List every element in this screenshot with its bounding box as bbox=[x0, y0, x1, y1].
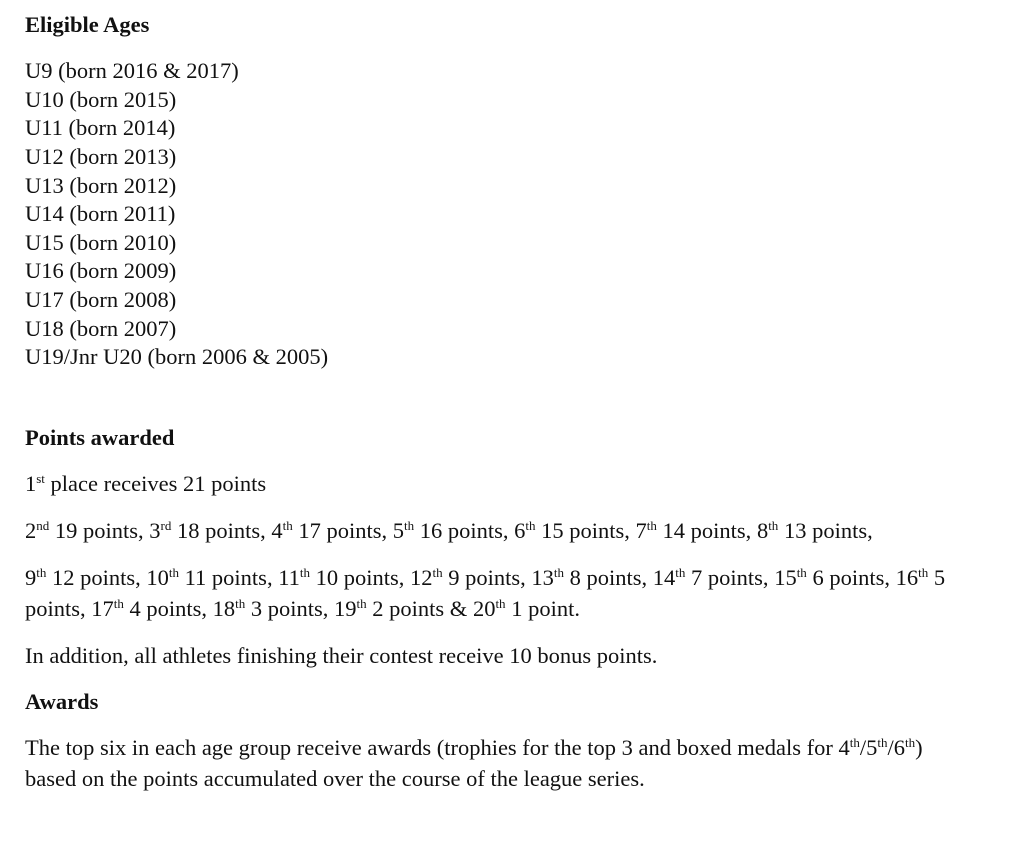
rank-suffix: th bbox=[282, 518, 293, 534]
awards-text-after: ) based on the points accumulated over the course of the league series. bbox=[25, 735, 923, 792]
rank-suffix: th bbox=[918, 565, 929, 581]
rank-number: 13 bbox=[531, 565, 554, 591]
rank-number: 14 bbox=[652, 565, 676, 591]
points-text: 8 points, bbox=[564, 565, 653, 591]
rank-number: 5 bbox=[866, 735, 878, 761]
points-text: 6 points, bbox=[806, 565, 896, 591]
eligible-ages-list bbox=[25, 57, 964, 372]
age-group-item: U19/Jnr U20 (born 2006 & 2005) bbox=[25, 344, 329, 370]
rank-suffix: nd bbox=[36, 518, 50, 534]
rank-number: 6 bbox=[514, 518, 526, 544]
age-group-item: U18 (born 2007) bbox=[25, 315, 177, 341]
rank-number: 10 bbox=[146, 565, 169, 591]
rank-suffix: th bbox=[877, 735, 888, 751]
rank-number: 4 bbox=[838, 735, 850, 761]
points-text: 5 points, bbox=[25, 565, 946, 622]
awards-heading: Awards bbox=[25, 689, 99, 715]
points-text: 11 points, bbox=[179, 565, 279, 591]
rank-number: 2 bbox=[25, 518, 37, 544]
rank-number: 3 bbox=[149, 518, 161, 544]
age-group-item: U14 (born 2011) bbox=[25, 201, 176, 227]
rank-suffix: th bbox=[299, 565, 310, 581]
rank-separator: / bbox=[887, 735, 894, 761]
rank-number: 11 bbox=[278, 565, 300, 591]
rank-number: 5 bbox=[392, 518, 405, 544]
points-text: 7 points, bbox=[685, 565, 775, 591]
points-text: 16 points, bbox=[414, 518, 515, 544]
rank-suffix: th bbox=[553, 565, 565, 581]
points-text: 15 points, bbox=[535, 518, 636, 544]
rank-suffix: th bbox=[168, 565, 180, 581]
rank-number: 9 bbox=[25, 565, 37, 591]
age-group-item: U12 (born 2013) bbox=[25, 144, 177, 170]
points-line-2-to-8 bbox=[25, 515, 964, 546]
rank-suffix: th bbox=[36, 565, 47, 581]
age-group-item: U10 (born 2015) bbox=[25, 86, 177, 112]
rank-number: 15 bbox=[774, 565, 797, 591]
rank-suffix: th bbox=[768, 518, 779, 534]
points-awarded-heading: Points awarded bbox=[25, 424, 175, 450]
rank-suffix: th bbox=[525, 518, 536, 534]
rank-suffix: th bbox=[675, 565, 686, 581]
points-text: 17 points, bbox=[292, 518, 393, 544]
rank-suffix: th bbox=[646, 518, 657, 534]
rank-number: 19 bbox=[334, 596, 357, 622]
awards-text bbox=[25, 732, 964, 794]
rank-number: 7 bbox=[635, 518, 647, 544]
rank-suffix: th bbox=[849, 735, 860, 751]
points-text: 14 points, bbox=[656, 518, 757, 544]
first-place-points bbox=[25, 468, 964, 499]
points-line-9-to-20 bbox=[25, 562, 964, 624]
awards-text-before: The top six in each age group receive awards (trophies for the top 3 and boxed medals for bbox=[25, 735, 839, 761]
rank-number: 18 bbox=[212, 596, 236, 622]
rank-suffix: th bbox=[796, 565, 807, 581]
rank-number: 4 bbox=[271, 518, 283, 544]
age-group-item: U11 (born 2014) bbox=[25, 115, 176, 141]
points-text: 19 points, bbox=[49, 518, 150, 544]
rank-separator: / bbox=[859, 735, 867, 761]
rank-suffix: st bbox=[36, 471, 45, 487]
points-text: 10 points, bbox=[310, 565, 411, 591]
rank-number: 6 bbox=[893, 735, 906, 761]
rank-suffix: th bbox=[905, 735, 916, 751]
rank-number: 17 bbox=[91, 596, 114, 622]
rank-suffix: th bbox=[495, 596, 506, 612]
points-text: 13 points, bbox=[778, 518, 873, 544]
points-text: 2 points & bbox=[366, 596, 473, 622]
points-text: 1 point. bbox=[505, 596, 580, 622]
age-group-item: U9 (born 2016 & 2017) bbox=[25, 58, 239, 84]
rank-number: 1 bbox=[25, 471, 37, 497]
rank-suffix: th bbox=[404, 518, 415, 534]
points-text: 4 points, bbox=[123, 596, 213, 622]
rank-suffix: rd bbox=[160, 518, 172, 534]
eligible-ages-heading: Eligible Ages bbox=[25, 12, 150, 37]
points-text: 12 points, bbox=[46, 565, 147, 591]
points-text: 9 points, bbox=[442, 565, 532, 591]
points-text: 18 points, bbox=[171, 518, 272, 544]
points-text: place receives 21 points bbox=[44, 471, 267, 497]
age-group-item: U17 (born 2008) bbox=[25, 287, 177, 312]
points-text: 3 points, bbox=[245, 596, 335, 622]
rank-number: 16 bbox=[895, 565, 919, 591]
rank-number: 8 bbox=[756, 518, 769, 544]
age-group-item: U13 (born 2012) bbox=[25, 172, 177, 198]
bonus-points-text: In addition, all athletes finishing their contest receive 10 bonus points. bbox=[25, 643, 658, 669]
rank-number: 20 bbox=[472, 596, 496, 622]
rank-suffix: th bbox=[432, 565, 443, 581]
rank-suffix: th bbox=[113, 596, 124, 612]
age-group-item: U16 (born 2009) bbox=[25, 258, 177, 284]
age-group-item: U15 (born 2010) bbox=[25, 229, 177, 255]
rank-suffix: th bbox=[235, 596, 246, 612]
rank-number: 12 bbox=[410, 565, 433, 591]
rank-suffix: th bbox=[356, 596, 367, 612]
